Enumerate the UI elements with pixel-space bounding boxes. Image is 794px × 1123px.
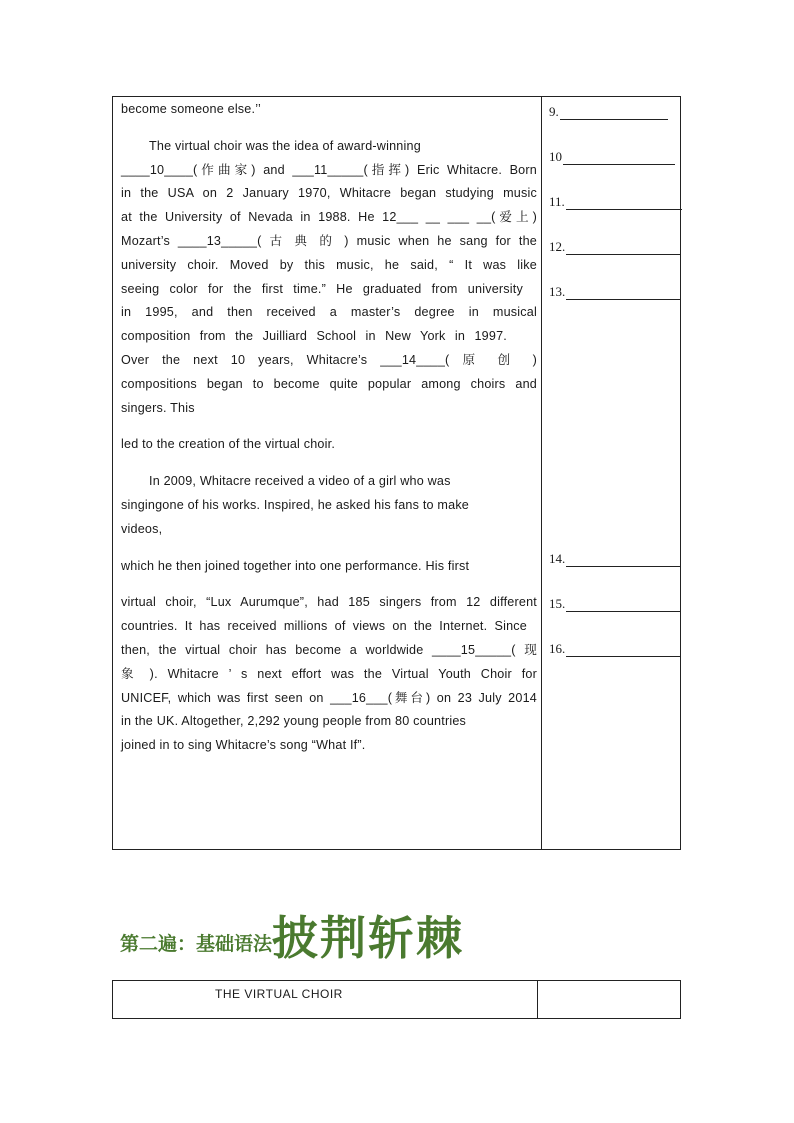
passage-line: virtual choir, “Lux Aurumque”, had 185 singers from 12 different xyxy=(121,595,537,610)
section-heading-title: 披荆斩棘 xyxy=(272,911,465,965)
grammar-table xyxy=(112,980,681,1019)
column-divider xyxy=(541,97,542,849)
passage-line: videos, xyxy=(121,521,163,536)
answer-blank-13[interactable]: 13. xyxy=(549,284,680,300)
passage-line: UNICEF, which was first seen on ___16___(舞台) on 23 July 2014 xyxy=(121,690,537,705)
answer-blank-12[interactable]: 12. xyxy=(549,239,681,255)
answer-blank-16[interactable]: 16. xyxy=(549,641,680,657)
passage-line: composition from the Juilliard School in New York in 1997. xyxy=(121,329,507,344)
passage-line: university choir. Moved by this music, he said, “ It was like xyxy=(121,257,537,272)
passage-line: 象 ). Whitacre ’ s next effort was the Virtual Youth Choir for xyxy=(121,666,537,681)
passage-line: then, the virtual choir has become a worldwide ____15_____( 现 xyxy=(121,642,537,657)
passage-line: in 1995, and then received a master’s degree in musical xyxy=(121,305,537,320)
passage-line: ____10____(作曲家) and ___11_____(指挥) Eric Whitacre. Born xyxy=(121,162,537,177)
passage-line: become someone else.’’ xyxy=(121,102,261,116)
passage-line: joined in to sing Whitacre’s song “What If”. xyxy=(121,738,366,753)
passage-line: in the UK. Altogether, 2,292 young people from 80 countries xyxy=(121,714,467,729)
passage-line: which he then joined together into one performance. His first xyxy=(121,558,470,573)
answer-blank-11[interactable]: 11. xyxy=(549,194,682,210)
answer-blank-9[interactable]: 9. xyxy=(549,104,668,120)
answer-blank-15[interactable]: 15. xyxy=(549,596,680,612)
passage-text xyxy=(121,97,537,758)
answer-blank-14[interactable]: 14. xyxy=(549,551,680,567)
grammar-table-title: THE VIRTUAL CHOIR xyxy=(215,987,343,1001)
answer-blank-10[interactable]: 10 xyxy=(549,149,675,165)
passage-line: Over the next 10 years, Whitacre’s ___14____( 原 创 ) xyxy=(121,352,537,367)
section-heading xyxy=(120,902,464,966)
passage-line: compositions began to become quite popular among choirs and xyxy=(121,376,537,391)
passage-line: at the University of Nevada in 1988. He 12___ __ ___ __(爱上) xyxy=(121,210,537,225)
passage-line: The virtual choir was the idea of award-winning xyxy=(149,138,421,153)
passage-line: singers. This xyxy=(121,400,195,415)
passage-line: seeing color for the first time.” He graduated from university xyxy=(121,281,523,296)
passage-line: Mozart’s ____13_____( 古 典 的 ) music when he sang for the xyxy=(121,233,537,248)
passage-table xyxy=(112,96,681,850)
column-divider xyxy=(537,981,538,1018)
passage-line: In 2009, Whitacre received a video of a girl who was xyxy=(149,474,451,489)
passage-line: singingone of his works. Inspired, he asked his fans to make xyxy=(121,497,470,512)
passage-line: countries. It has received millions of views on the Internet. Since xyxy=(121,619,527,634)
passage-line: in the USA on 2 January 1970, Whitacre began studying music xyxy=(121,186,537,201)
section-heading-subtitle: 第二遍：基础语法 xyxy=(120,933,273,955)
passage-line: led to the creation of the virtual choir. xyxy=(121,437,336,452)
